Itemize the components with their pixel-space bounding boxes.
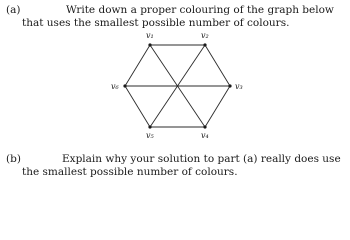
edge-v3-v4 — [205, 86, 230, 127]
edge-v6-v1 — [125, 45, 150, 86]
edge-v5-v6 — [125, 86, 150, 127]
vertex-v6 — [123, 84, 126, 87]
vertex-label-v3: v₃ — [235, 82, 243, 91]
vertex-v1 — [148, 43, 151, 46]
vertex-label-v1: v₁ — [146, 31, 154, 40]
part-a-label: (a) — [6, 4, 21, 16]
vertex-label-v4: v₄ — [201, 131, 209, 140]
vertex-v5 — [148, 125, 151, 128]
part-b-question: Explain why your solution to part (a) really does use the smallest possible number of colours. — [22, 153, 341, 178]
edge-v2-v3 — [205, 45, 230, 86]
graph-edges — [125, 45, 230, 127]
vertex-label-v2: v₂ — [201, 31, 209, 40]
vertex-label-v6: v₆ — [111, 82, 119, 91]
part-b-label: (b) — [6, 153, 21, 165]
vertex-v4 — [203, 125, 206, 128]
vertex-v2 — [203, 43, 206, 46]
part-a-question: Write down a proper colouring of the graph below that uses the smallest possible number of colours. — [22, 4, 334, 29]
vertex-v3 — [228, 84, 231, 87]
vertex-label-v5: v₅ — [146, 131, 154, 140]
